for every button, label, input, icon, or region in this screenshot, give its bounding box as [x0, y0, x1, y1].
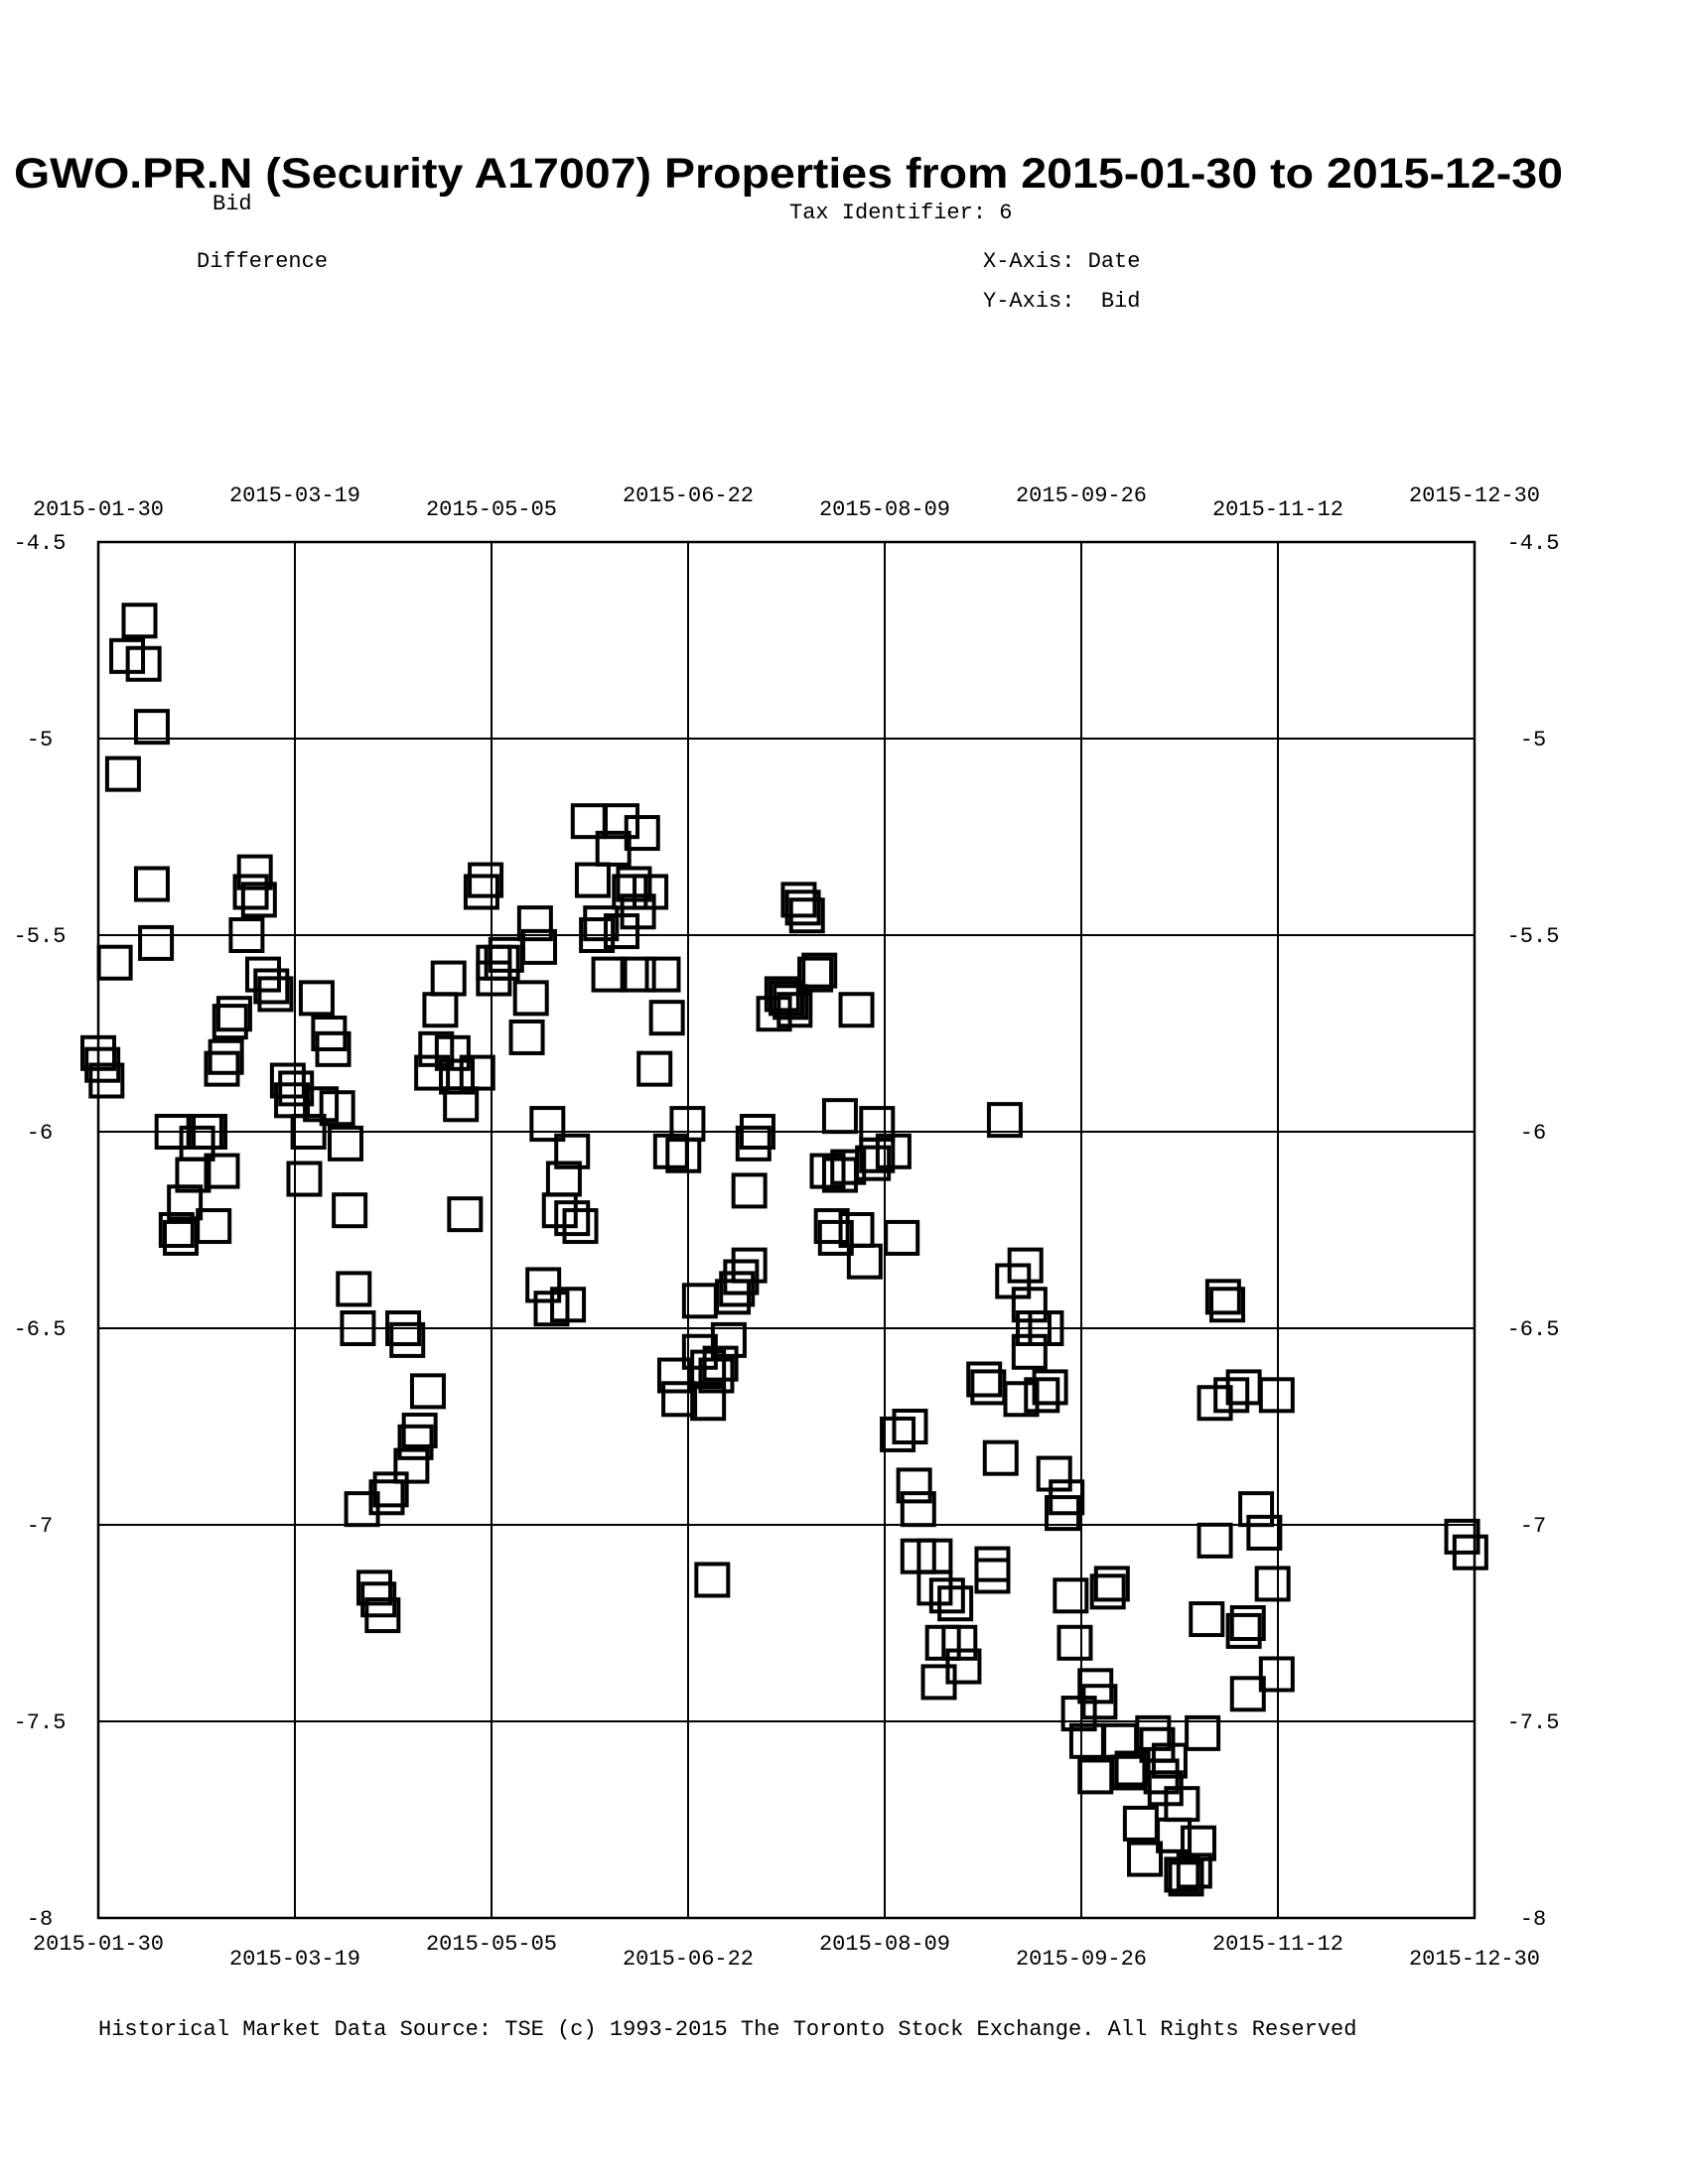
data-point-marker [841, 994, 873, 1025]
data-point-marker [894, 1411, 925, 1442]
tax-identifier-label: Tax Identifier: 6 [789, 201, 1013, 225]
data-point-marker [556, 1202, 588, 1234]
data-point-marker [412, 1375, 444, 1407]
data-point-marker [136, 869, 168, 900]
grid-lines [98, 542, 1475, 1918]
data-point-marker [140, 927, 172, 959]
data-point-marker [647, 959, 679, 991]
y-tick-label-right: -5.5 [1506, 924, 1560, 949]
data-point-marker [107, 758, 139, 790]
data-point-marker [696, 1564, 728, 1595]
data-points [82, 605, 1486, 1894]
plot-frame [98, 542, 1475, 1918]
data-point-marker [638, 1053, 670, 1085]
y-tick-label-right: -6 [1519, 1121, 1547, 1146]
y-tick-label-left: -8 [26, 1907, 54, 1932]
data-point-marker [123, 605, 155, 636]
data-point-marker [577, 865, 609, 896]
data-point-marker [99, 947, 131, 979]
data-point-marker [976, 1560, 1008, 1591]
data-point-marker [1125, 1808, 1157, 1840]
x-tick-label-bottom: 2015-06-22 [622, 1947, 755, 1972]
data-point-marker [1248, 1517, 1280, 1549]
data-point-marker [433, 963, 465, 995]
x-tick-label-top: 2015-01-30 [32, 497, 165, 522]
difference-label: Difference [197, 249, 329, 274]
y-tick-label-right: -6.5 [1506, 1317, 1560, 1342]
x-tick-label-top: 2015-03-19 [228, 483, 361, 508]
x-tick-label-bottom: 2015-08-09 [818, 1932, 951, 1957]
y-tick-label-right: -7 [1519, 1514, 1547, 1539]
y-tick-label-left: -7.5 [13, 1710, 67, 1735]
data-point-marker [651, 1002, 683, 1033]
data-point-marker [734, 1250, 766, 1282]
bid-subscript-label: Bid [212, 192, 252, 216]
data-point-marker [985, 1442, 1017, 1474]
data-point-marker [1257, 1568, 1289, 1599]
data-point-marker [424, 994, 456, 1025]
x-axis-label: X-Axis: Date [983, 249, 1141, 274]
data-point-marker [1079, 1760, 1111, 1792]
data-point-marker [288, 1163, 320, 1195]
x-tick-label-bottom: 2015-09-26 [1015, 1947, 1148, 1972]
chart-title: GWO.PR.N (Security A17007) Properties from 2015-01-30 to 2015-12-30 [14, 151, 1563, 198]
x-tick-label-top: 2015-05-05 [425, 497, 558, 522]
y-tick-label-left: -7 [26, 1514, 54, 1539]
axis-ticks [14, 483, 1560, 1972]
data-point-marker [824, 1100, 856, 1132]
x-tick-label-top: 2015-06-22 [622, 483, 755, 508]
x-tick-label-top: 2015-09-26 [1015, 483, 1148, 508]
data-point-marker [1261, 1379, 1293, 1411]
data-point-marker [886, 1222, 917, 1254]
y-tick-label-left: -4.5 [13, 531, 67, 556]
x-tick-label-bottom: 2015-03-19 [228, 1947, 361, 1972]
data-point-marker [1039, 1458, 1070, 1490]
data-point-marker [1240, 1493, 1272, 1525]
data-point-marker [734, 1174, 766, 1206]
y-tick-label-right: -8 [1519, 1907, 1547, 1932]
data-point-marker [449, 1198, 481, 1230]
data-point-marker [301, 982, 333, 1014]
x-tick-label-top: 2015-11-12 [1211, 497, 1344, 522]
data-point-marker [515, 982, 547, 1014]
x-tick-label-bottom: 2015-12-30 [1408, 1947, 1541, 1972]
data-point-marker [1058, 1627, 1090, 1659]
footer-source-text: Historical Market Data Source: TSE (c) 1993-2015 The Toronto Stock Exchange. All Rights Reserved [98, 2017, 1357, 2042]
data-point-marker [247, 959, 279, 991]
y-tick-label-left: -5.5 [13, 924, 67, 949]
y-tick-label-left: -5 [26, 728, 54, 752]
x-tick-label-bottom: 2015-05-05 [425, 1932, 558, 1957]
data-point-marker [527, 1269, 559, 1300]
x-tick-label-bottom: 2015-11-12 [1211, 1932, 1344, 1957]
y-axis-label: Y-Axis: Bid [983, 289, 1141, 314]
data-point-marker [334, 1194, 365, 1226]
data-point-marker [976, 1549, 1008, 1580]
x-tick-label-top: 2015-12-30 [1408, 483, 1541, 508]
y-tick-label-left: -6.5 [13, 1317, 67, 1342]
data-point-marker [511, 1022, 543, 1053]
y-tick-label-right: -5 [1519, 728, 1547, 752]
y-tick-label-right: -4.5 [1506, 531, 1560, 556]
data-point-marker [931, 1579, 963, 1611]
y-tick-label-right: -7.5 [1506, 1710, 1560, 1735]
y-tick-label-left: -6 [26, 1121, 54, 1146]
data-point-marker [1199, 1525, 1231, 1557]
data-point-marker [882, 1419, 914, 1450]
data-point-marker [1191, 1603, 1222, 1635]
data-point-marker [338, 1273, 369, 1304]
x-tick-label-bottom: 2015-01-30 [32, 1932, 165, 1957]
x-tick-label-top: 2015-08-09 [818, 497, 951, 522]
